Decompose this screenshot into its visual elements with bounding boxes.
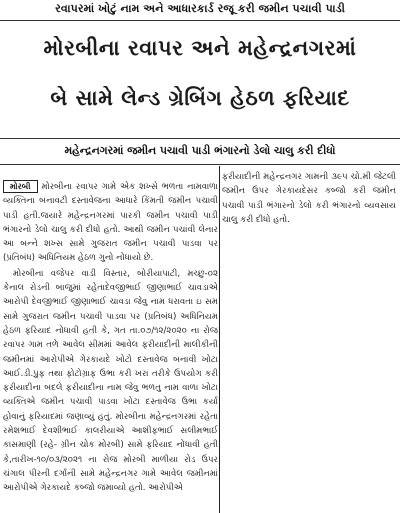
kicker-line: રવાપરમાં ખોટું નામ અને આધારકાર્ડ રજૂ કરી જમીન પચાવી પાડી: [55, 2, 345, 15]
article-paragraph-2: મોરબીના વજેપર વાડી વિસ્તાર, બોરીયાપાટી, મચ્છુ-૦૨ કેનાલ રોડની બાજુમાં રહેતાદેવજીભાઈ જીણાભાઈ ચાવડાએ આરોપી દેવજીભાઈ જીણાભાઈ ચાવડા જેવુ નામ ધરાવતા ઇ સમ સામે ગુજરાત જમીન પચાવી પાડવા પર (પ્રતિબંધ) અધિનિયમ હેઠળ ફરિયાદ નોંધાવી હતી કે, ગત તા.૦૭/૧૨/૨૦૨૦ ના રોજ રવાપર ગામ તળે આવેલ સીમમાં આવેલ ફરીયાદીની માલીકીની જમીનમાં આરોપીએ ગેરકાયદે ખોટો દસ્તાવેજ બનાવી ખોટા આઈ.ડી.પ્રુફ તથા ફોટોગ્રાફ ઉભા કરી ખરા તરીકે ઉપયોગ કરી ફરીયાદીના બદલે ફરીયાદીના નામ જેવુ ભળતુ નામ વાળા ખોટા વ્યક્તિએ જમીન પચાવી પાડવા ખોટા દસ્તાવેજ ઉભા કર્યા હોવાનું ફરિયાદમાં જણાવ્યું હતું. મોરબીના મહેન્દ્રનગરમાં રહેતા રમેશભાઈ દેવશીભાઈ કાલરીયાએ આશીફભાઈ સલીમભાઈ કાસમાણી (રહે- ગ્રીન ચોક મોરબી) સામે ફરિયાદ નોંધાવી હતી કે,તારીખ-૧૦/૦૩/૨૦૨૧ ના રોજ મોરબી માળીયા રોડ ઉપર ચંગાલ પીરની દર્ગાની સામે મહેન્દ્રનગર ગામે આવેલ જમીનમાં આરોપીએ ગેરકાયદે કબ્જો જમાવ્યો હતો. આરોપીએ: [3, 268, 218, 494]
paragraph-1-text: મોરબીના રવાપર ગામે એક શખ્સે ભળતા નામવાળા વ્યક્તિના બનાવટી દસ્તાવેજના આધારે કિંમતી જમીન પચાવી પાડી હતી.જયારે મહેન્દ્રનગરમાં પારકી જમીન પચાવી પાડી ભંગારનો ડેલો ચાલુ કરી દીધો હતો. આથી જમીન પચાવી લેનાર આ બન્ને શખ્સ સામે ગુજરાત જમીન પચાવી પાડવા પર (પ્રતિબંધ) અધિનિયમ હેઠળ ગુનો નોંધાયો છે.: [3, 182, 218, 264]
article-left-column: [3, 180, 218, 497]
subhead-top-rule: [0, 138, 400, 139]
subhead-bottom-rule: [0, 164, 400, 165]
dateline-badge: મોરબી: [3, 180, 38, 193]
top-rule: [0, 20, 400, 21]
right-column-text: ફરીયાદીની મહેન્દ્રનગર ગામની ૩૯૫ ચો.મી જેટલી જમીન ઉપર ગેરકાયદેસર કબ્જો કરી જમીન પચાવી પાડી ભંગારનો ડેલો કરી ભંગારનો વ્યવસાય ચાલુ કરી દીધો હતો.: [222, 172, 396, 225]
column-divider: [219, 166, 220, 513]
subheadline: મહેન્દ્રનગરમાં જમીન પચાવી પાડી ભંગારનો ડેલો ચાલુ કરી દીધો: [64, 144, 336, 157]
article-paragraph-1: [3, 180, 218, 266]
headline-line-1: મોરબીના રવાપર અને મહેન્દ્રનગરમાં: [43, 36, 357, 60]
headline-line-2: બે સામે લેન્ડ ગ્રેબિંગ હેઠળ ફરિયાદ: [50, 86, 350, 110]
article-right-column: [222, 170, 396, 228]
